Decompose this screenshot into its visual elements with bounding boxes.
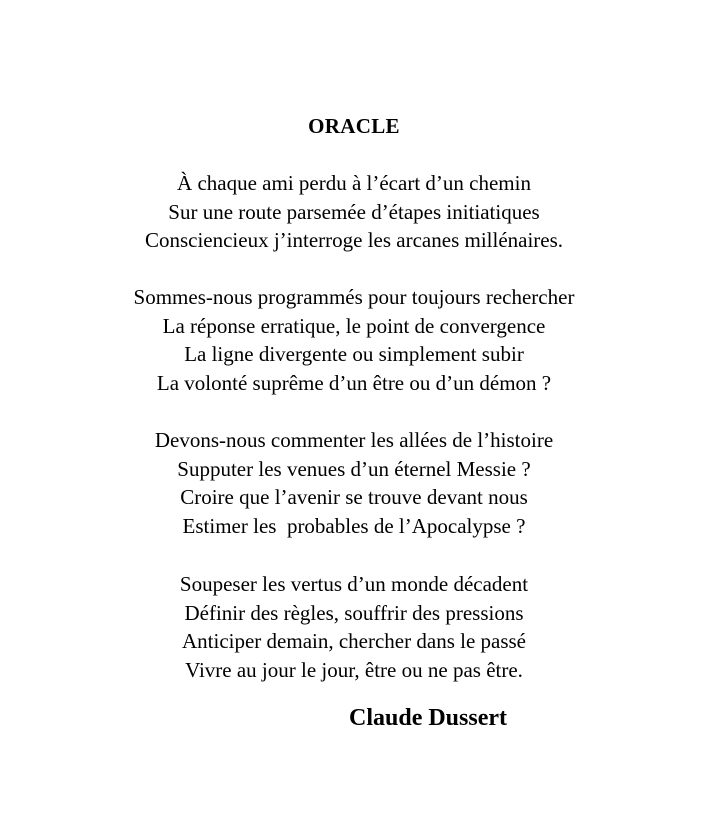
stanza-3	[0, 426, 708, 541]
poem-line: Croire que l’avenir se trouve devant nous	[180, 485, 528, 510]
poem-line: La volonté suprême d’un être ou d’un démon ?	[156, 371, 552, 396]
poem-line: La ligne divergente ou simplement subir	[184, 342, 524, 367]
poem-line: La réponse erratique, le point de convergence	[162, 313, 546, 338]
poem-line: Sommes-nous programmés pour toujours rechercher	[133, 285, 575, 309]
poem-line: Consciencieux j’interroge les arcanes millénaires.	[144, 228, 564, 253]
poem-line: Vivre au jour le jour, être ou ne pas être.	[185, 658, 523, 683]
poem-line: Supputer les venues d’un éternel Messie ?	[177, 456, 531, 481]
poem-line: Estimer les probables de l’Apocalypse ?	[182, 514, 526, 539]
poem-line: Sur une route parsemée d’étapes initiatiques	[168, 199, 540, 224]
poem-line: Anticiper demain, chercher dans le passé	[181, 629, 527, 654]
stanza-4	[0, 570, 708, 685]
poem-title: ORACLE	[308, 114, 400, 138]
poem-line: Devons-nous commenter les allées de l’histoire	[154, 428, 554, 452]
poem-line: À chaque ami perdu à l’écart d’un chemin	[177, 171, 531, 195]
stanza-1	[0, 169, 708, 255]
poem-author: Claude Dussert	[349, 705, 508, 731]
poem-line: Définir des règles, souffrir des pressions	[184, 600, 524, 625]
poem-line: Soupeser les vertus d’un monde décadent	[179, 572, 529, 596]
stanza-2	[0, 283, 708, 398]
